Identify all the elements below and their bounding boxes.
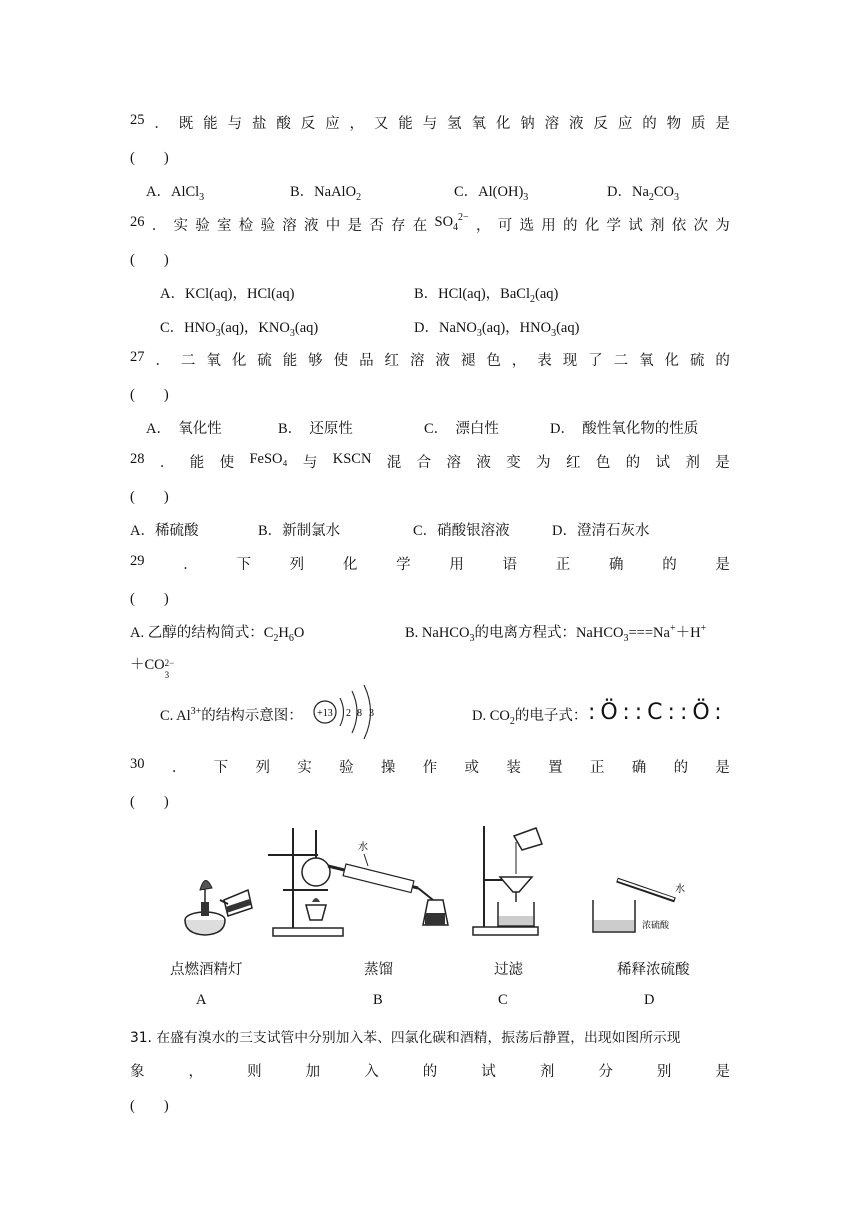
apparatus-a-lighting-lamp xyxy=(180,860,260,940)
q27-paren: ( ) xyxy=(130,387,169,403)
q31-line2-char: 分 xyxy=(598,1064,613,1080)
q29-stem-char: 语 xyxy=(502,557,518,573)
water-label: 水 xyxy=(675,884,685,895)
apparatus-d-letter: D xyxy=(644,992,655,1008)
q29-stem-char: ． xyxy=(183,557,198,573)
q25-stem-char: 溶 xyxy=(544,116,560,132)
q28-option-c[interactable]: C．硝酸银溶液 xyxy=(413,523,510,539)
q30-stem-char: 是 xyxy=(715,760,730,776)
q30-stem-char: 确 xyxy=(631,760,647,776)
q26-stem-char: 否 xyxy=(369,218,384,234)
q26-stem-char: 剂 xyxy=(649,218,665,234)
q27-stem-char: 色 xyxy=(486,353,501,369)
q30-stem-char: 的 xyxy=(673,760,689,776)
q29-option-b-continued: ＋CO 2− 3 xyxy=(130,657,175,680)
q31-line2-char: 象 xyxy=(130,1064,145,1080)
q25-stem-char: 是 xyxy=(715,116,730,132)
q28-stem-char: 变 xyxy=(506,455,521,471)
q27-stem-char: 二 xyxy=(613,353,629,369)
q26-option-b[interactable]: B．HCl(aq)，BaCl$_2$(aq) xyxy=(414,286,559,305)
q27-stem-char: 氧 xyxy=(206,353,221,369)
q27-stem-char: 品 xyxy=(359,353,374,369)
q30-stem-char: 列 xyxy=(255,760,270,776)
apparatus-b-distillation xyxy=(268,820,458,945)
water-label: 水 xyxy=(358,842,368,853)
q26-stem-char: 依 xyxy=(671,218,687,234)
q26-stem-char: 为 xyxy=(715,218,730,234)
q30-stem-char: 或 xyxy=(464,760,479,776)
q31-line2-char: 的 xyxy=(422,1064,438,1080)
q28-stem-char: 是 xyxy=(715,455,730,471)
q27-stem-char: 液 xyxy=(435,353,450,369)
q27-stem-char: 褪 xyxy=(460,353,476,369)
q25-stem-char: 质 xyxy=(690,116,706,132)
q29-option-b[interactable]: B. NaHCO$_3$的电离方程式：NaHCO$_3$===Na+＋H+ xyxy=(405,623,707,644)
q28-stem-char: 为 xyxy=(536,455,551,471)
q28-stem-char: 使 xyxy=(219,455,235,471)
sulfate-ion: $SO_4^{2-}$ xyxy=(434,212,469,233)
q30-stem-char: ． xyxy=(171,760,187,776)
q29-option-a[interactable]: A. 乙醇的结构简式：$C_2H_6O$ xyxy=(130,625,305,644)
q25-stem-char: 既 xyxy=(178,116,194,132)
q25-stem-char: 与 xyxy=(422,116,438,132)
q31-line2-char: 则 xyxy=(247,1064,262,1080)
shell-1-electrons: 2 xyxy=(346,708,351,719)
q26-stem-char: 验 xyxy=(195,218,210,234)
apparatus-c-filtration xyxy=(470,822,550,944)
q27-stem-char: 硫 xyxy=(689,353,705,369)
q26-stem-char: 存 xyxy=(391,218,406,234)
q25-stem-char: 物 xyxy=(666,116,682,132)
q26-stem-char: 的 xyxy=(562,218,578,234)
q27-option-a[interactable]: A． 氧化性 xyxy=(146,421,222,437)
q31-line2-char: 是 xyxy=(715,1064,730,1080)
q28-stem-char: KSCN xyxy=(332,451,372,467)
q26-stem-char: 是 xyxy=(347,218,362,234)
q26-stem-char: 验 xyxy=(260,218,275,234)
q25-stem-char: 盐 xyxy=(251,116,267,132)
apparatus-c-letter: C xyxy=(498,992,508,1008)
q29-stem-char: 下 xyxy=(236,557,251,573)
q27-stem-char: 27 xyxy=(130,349,145,365)
apparatus-b-letter: B xyxy=(373,992,383,1008)
q29-stem-char: 学 xyxy=(396,557,411,573)
q26-stem-char: 选 xyxy=(519,218,534,234)
q25-stem-char: 氧 xyxy=(471,116,486,132)
q29-option-d[interactable]: D. $CO_2$的电子式： xyxy=(472,708,588,727)
q28-stem-char: 28 xyxy=(130,451,145,467)
q26-stem-char: 试 xyxy=(628,218,643,234)
q30-stem-char: 作 xyxy=(422,760,438,776)
q31-line2-char: 剂 xyxy=(539,1064,555,1080)
q25-stem-char: 液 xyxy=(569,116,584,132)
q30-stem-char: 置 xyxy=(548,760,563,776)
q26-option-d[interactable]: D．NaNO$_3$(aq)，$HNO_3(aq)$ xyxy=(414,320,580,339)
q25-option-d[interactable]: D．$Na_2CO_3$ xyxy=(607,184,680,203)
q28-stem-char: 的 xyxy=(625,455,641,471)
q29-stem-char: 用 xyxy=(449,557,464,573)
q28-option-b[interactable]: B．新制氯水 xyxy=(258,523,341,539)
q28-stem-char: 与 xyxy=(302,455,318,471)
q26-stem-char: 溶 xyxy=(282,218,297,234)
q25-option-b[interactable]: B．NaAlO$_2$ xyxy=(290,184,362,203)
shell-2-electrons: 8 xyxy=(357,708,362,719)
q31-line2-char: 入 xyxy=(364,1064,379,1080)
q28-stem-char: 剂 xyxy=(685,455,700,471)
q25-stem-char: 酸 xyxy=(276,116,291,132)
q25-stem-char: 能 xyxy=(398,116,413,132)
q31-line2-char: 加 xyxy=(305,1064,321,1080)
q30-stem-char: 实 xyxy=(297,760,312,776)
q25-stem xyxy=(130,112,730,133)
q25-stem-char: 与 xyxy=(227,116,243,132)
q29-stem-char: 确 xyxy=(608,557,624,573)
nucleus-label: +13 xyxy=(317,708,333,719)
q27-stem-char: 化 xyxy=(231,353,247,369)
q25-stem-char: 的 xyxy=(642,116,657,132)
al-ion-structure-diagram xyxy=(310,682,380,744)
q26-paren: ( ) xyxy=(130,252,169,268)
q27-stem-char: 能 xyxy=(282,353,298,369)
q29-stem-char: 列 xyxy=(289,557,305,573)
q27-stem-char: 溶 xyxy=(409,353,425,369)
q28-option-a[interactable]: A．稀硫酸 xyxy=(130,523,199,539)
q29-stem-char: 29 xyxy=(130,553,145,569)
q28-option-d[interactable]: D．澄清石灰水 xyxy=(552,523,650,539)
q26-stem-char: 26 xyxy=(130,214,145,230)
q27-stem-char: 红 xyxy=(384,353,400,369)
q30-stem-char: 操 xyxy=(380,760,396,776)
q25-stem-char: 反 xyxy=(593,116,608,132)
q25-option-c[interactable]: C．$Al(OH)_3$ xyxy=(454,184,529,203)
q28-stem-char: 混 xyxy=(386,455,402,471)
q26-stem-char: 检 xyxy=(238,218,254,234)
q25-stem-char: 又 xyxy=(373,116,389,132)
co2-electron-formula: :Ö::C::Ö: xyxy=(588,700,727,725)
q25-stem-char: 能 xyxy=(203,116,218,132)
q31-line1: 31. 在盛有溴水的三支试管中分别加入苯、四氯化碳和酒精，振荡后静置，出现如图所示现 xyxy=(130,1030,681,1046)
q31-line2-char: 别 xyxy=(656,1064,672,1080)
q27-stem-char: 表 xyxy=(537,353,552,369)
q27-stem-char: ． xyxy=(155,353,170,369)
q26-stem-char: 在 xyxy=(412,218,428,234)
q26-option-a[interactable]: A．KCl(aq)，HCl(aq) xyxy=(160,286,295,302)
q29-stem xyxy=(130,553,730,574)
q25-stem-char: ． xyxy=(154,116,169,132)
q25-stem-char: ， xyxy=(349,116,365,132)
q27-stem xyxy=(130,349,730,370)
q25-stem-char: 氢 xyxy=(447,116,462,132)
shell-3-electrons: 3 xyxy=(369,708,374,719)
apparatus-a-letter: A xyxy=(196,992,207,1008)
q27-stem-char: 化 xyxy=(664,353,680,369)
q30-stem-char: 装 xyxy=(506,760,521,776)
q28-stem-char: 合 xyxy=(416,455,432,471)
q29-stem-char: 化 xyxy=(342,557,358,573)
q30-stem-char: 验 xyxy=(339,760,354,776)
q31-line2 xyxy=(130,1060,730,1081)
q26-stem-char: 液 xyxy=(304,218,319,234)
q27-option-d[interactable]: D． 酸性氧化物的性质 xyxy=(550,421,699,437)
q29-option-c[interactable]: C. $Al^{3+}$的结构示意图： xyxy=(160,706,303,724)
q28-stem-char: FeSO₄ xyxy=(249,451,288,467)
q27-stem-char: 使 xyxy=(333,353,349,369)
q27-option-c[interactable]: C． 漂白性 xyxy=(424,421,499,437)
q27-stem-char: 够 xyxy=(308,353,323,369)
apparatus-d-diluting-acid xyxy=(585,870,695,940)
q28-stem-char: ． xyxy=(159,455,175,471)
q30-stem-char: 30 xyxy=(130,756,145,772)
q26-stem-char: 化 xyxy=(584,218,600,234)
q25-option-a[interactable]: A．AlCl$_3$ xyxy=(146,184,205,203)
q26-stem-char: 中 xyxy=(325,218,341,234)
q28-stem-char: 溶 xyxy=(446,455,462,471)
q25-stem-char: 化 xyxy=(495,116,511,132)
q29-stem-char: 是 xyxy=(715,557,730,573)
q28-stem-char: 液 xyxy=(476,455,491,471)
q28-stem-char: 红 xyxy=(565,455,581,471)
q26-stem-char: 用 xyxy=(541,218,556,234)
acid-label: 浓硫酸 xyxy=(642,920,670,930)
q28-stem xyxy=(130,451,730,472)
q29-paren: ( ) xyxy=(130,591,169,607)
q31-line2-char: 试 xyxy=(481,1064,496,1080)
q30-stem-char: 正 xyxy=(589,760,605,776)
q27-stem-char: 的 xyxy=(715,353,730,369)
q28-stem-char: 试 xyxy=(655,455,671,471)
q27-stem-char: 了 xyxy=(588,353,603,369)
q26-stem-char: 室 xyxy=(217,218,232,234)
q25-stem-char: 应 xyxy=(617,116,633,132)
q30-stem-char: 下 xyxy=(213,760,229,776)
q31-line2-char: ， xyxy=(188,1064,204,1080)
q27-stem-char: 二 xyxy=(180,353,196,369)
q30-stem xyxy=(130,756,730,777)
apparatus-d-caption: 稀释浓硫酸 xyxy=(617,962,690,978)
q28-stem-char: 能 xyxy=(189,455,205,471)
q27-stem-char: 现 xyxy=(562,353,578,369)
q26-stem-char: ． xyxy=(151,218,167,234)
q28-stem-char: 色 xyxy=(595,455,611,471)
q26-stem-char: 次 xyxy=(693,218,708,234)
q27-stem-char: 氧 xyxy=(639,353,654,369)
q25-stem-char: 钠 xyxy=(520,116,535,132)
apparatus-c-caption: 过滤 xyxy=(494,962,523,978)
q26-stem xyxy=(130,214,730,235)
q27-stem-char: 硫 xyxy=(257,353,272,369)
q29-stem-char: 正 xyxy=(555,557,571,573)
q31-paren: ( ) xyxy=(130,1098,169,1114)
q27-stem-char: ， xyxy=(511,353,527,369)
q26-stem-char: 学 xyxy=(606,218,621,234)
q26-stem-char: 实 xyxy=(173,218,188,234)
q25-paren: ( ) xyxy=(130,150,169,166)
q28-paren: ( ) xyxy=(130,489,169,505)
q30-paren: ( ) xyxy=(130,794,169,810)
q26-stem-char: 可 xyxy=(497,218,513,234)
q29-stem-char: 的 xyxy=(662,557,677,573)
q26-option-c[interactable]: C．$HNO_3(aq)$，$KNO_3(aq)$ xyxy=(160,320,319,339)
apparatus-b-caption: 蒸馏 xyxy=(364,962,393,978)
q25-stem-char: 反 xyxy=(300,116,316,132)
apparatus-a-caption: 点燃酒精灯 xyxy=(170,962,243,978)
q25-stem-char: 应 xyxy=(325,116,340,132)
q25-stem-char: 25 xyxy=(130,112,145,128)
q27-option-b[interactable]: B． 还原性 xyxy=(278,421,353,437)
q26-stem-char: ， xyxy=(475,218,491,234)
